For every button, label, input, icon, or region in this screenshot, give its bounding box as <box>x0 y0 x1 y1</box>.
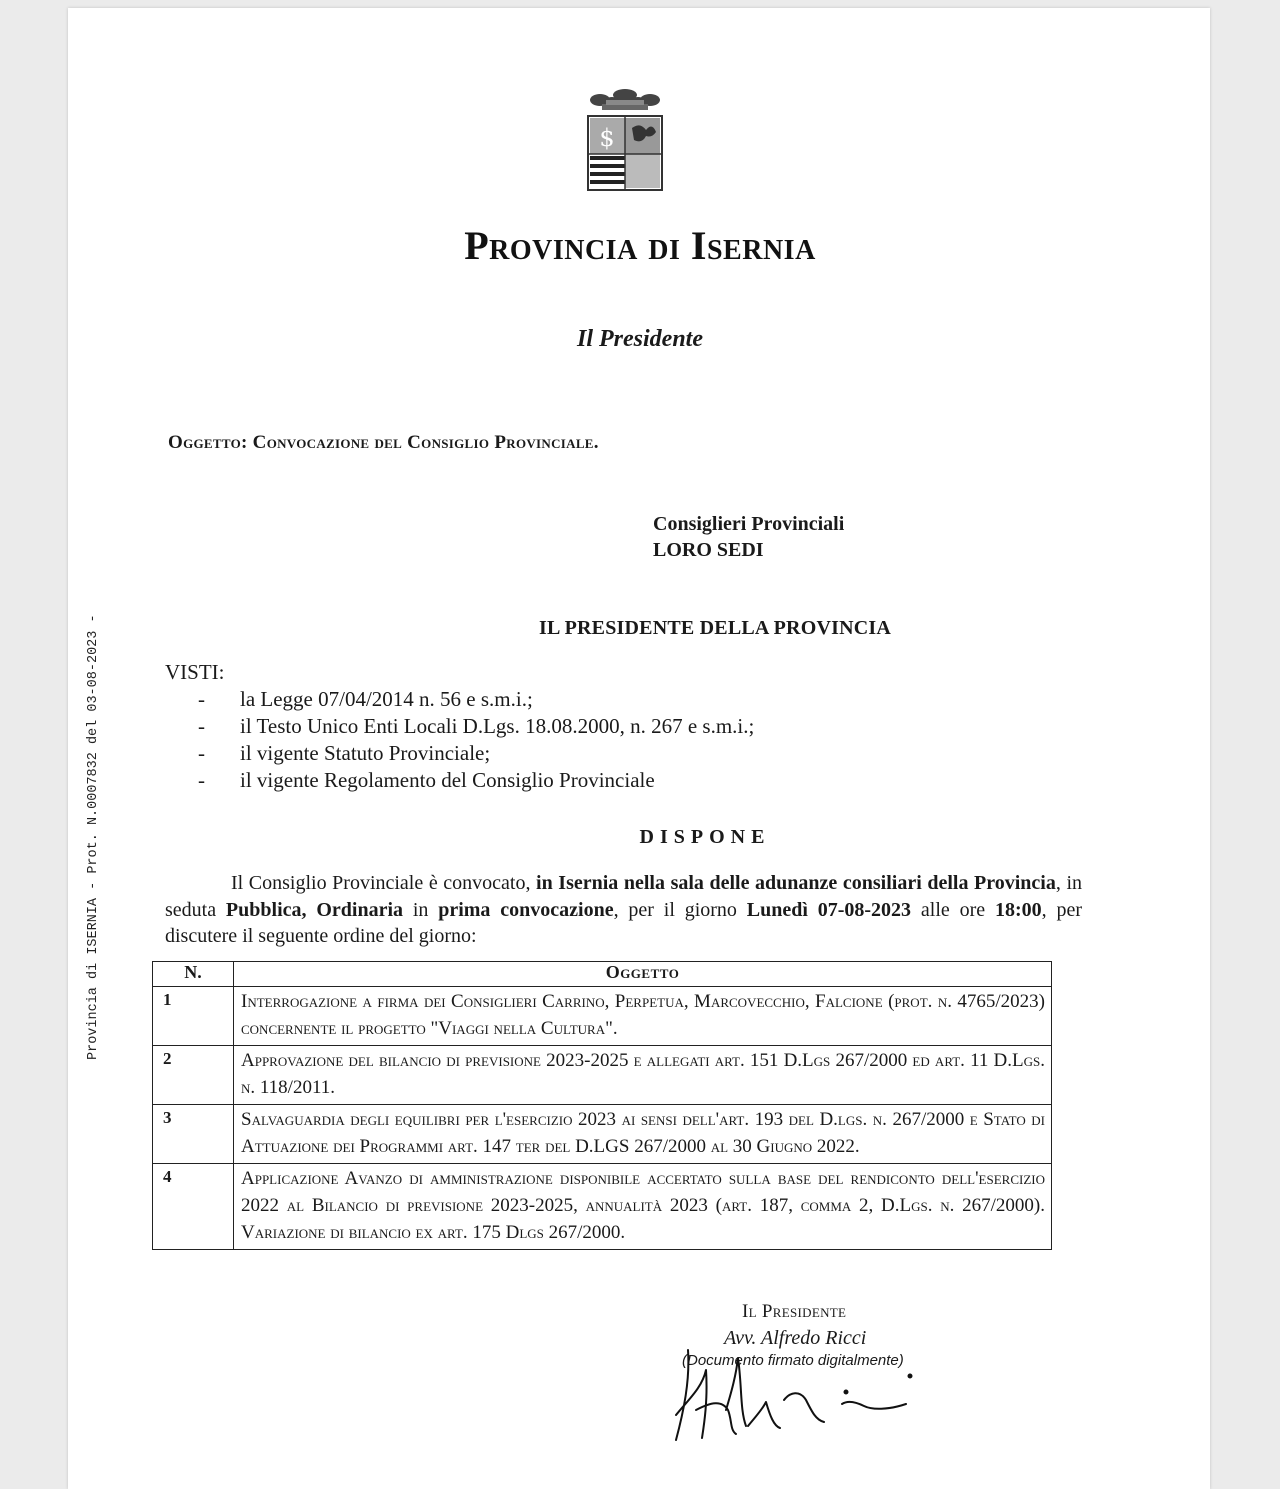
table-row <box>153 1164 1052 1250</box>
table-header-row <box>153 962 1052 987</box>
row-subject: Applicazione Avanzo di amministrazione disponibile accertato sulla base del rendiconto dell'esercizio 2022 al Bilancio di previsione 2023-2025, annualità 2023 (art. 187, comma 2, D.Lgs. n. 267/2000). Variazione di bilancio ex art. 175 Dlgs 267/2000. <box>234 1164 1052 1250</box>
table-row <box>153 987 1052 1046</box>
signature-name: Avv. Alfredo Ricci <box>724 1327 867 1349</box>
row-number: 3 <box>153 1105 234 1164</box>
table-row <box>153 1105 1052 1164</box>
svg-text:$: $ <box>599 124 615 152</box>
agenda-table <box>152 961 1052 1250</box>
row-number: 1 <box>153 987 234 1046</box>
page-title: Provincia di Isernia <box>464 223 816 268</box>
convocation-paragraph: Il Consiglio Provinciale è convocato, in Isernia nella sala delle adunanze consiliari della Provincia, in seduta Pubblica, Ordinaria in prima convocazione, per il giorno Lunedì 07-08-2023 alle ore 18:00, per discutere il seguente ordine del giorno: <box>165 872 1083 947</box>
dash-icon: - <box>198 714 205 738</box>
dispone-heading: DISPONE <box>639 826 771 848</box>
signature-note: (Documento firmato digitalmente) <box>682 1352 904 1369</box>
list-item: - il vigente Regolamento del Consiglio Provinciale <box>198 768 655 792</box>
column-header-subject: Oggetto <box>234 962 1052 987</box>
protocol-stamp: Provincia di ISERNIA - Prot. N.0007832 del 03-08-2023 - <box>86 614 101 1060</box>
list-item: - la Legge 07/04/2014 n. 56 e s.m.i.; <box>198 687 533 711</box>
handwritten-signature-icon <box>666 1330 926 1450</box>
signature-role: Il Presidente <box>742 1301 847 1322</box>
recipients-line: LORO SEDI <box>653 539 764 561</box>
visti-label: VISTI: <box>165 660 225 684</box>
list-item: - il Testo Unico Enti Locali D.Lgs. 18.08.2000, n. 267 e s.m.i.; <box>198 714 755 738</box>
list-item: - il vigente Statuto Provinciale; <box>198 741 491 765</box>
row-number: 4 <box>153 1164 234 1250</box>
dash-icon: - <box>198 741 205 765</box>
row-subject: Approvazione del bilancio di previsione 2023-2025 e allegati art. 151 D.Lgs 267/2000 ed art. 11 D.Lgs. n. 118/2011. <box>234 1046 1052 1105</box>
dash-icon: - <box>198 687 205 711</box>
row-subject: Interrogazione a firma dei Consiglieri Carrino, Perpetua, Marcovecchio, Falcione (prot. n. 4765/2023) concernente il progetto "Viaggi nella Cultura". <box>234 987 1052 1046</box>
section-heading: IL PRESIDENTE DELLA PROVINCIA <box>539 617 891 639</box>
subject-line: Oggetto: Convocazione del Consiglio Provinciale. <box>168 432 599 453</box>
recipients-block <box>653 511 844 563</box>
dash-icon: - <box>198 768 205 792</box>
province-crest-icon <box>584 86 666 194</box>
row-number: 2 <box>153 1046 234 1105</box>
row-subject: Salvaguardia degli equilibri per l'esercizio 2023 ai sensi dell'art. 193 del D.lgs. n. 267/2000 e Stato di Attuazione dei Programmi art. 147 ter del D.LGS 267/2000 al 30 Giugno 2022. <box>234 1105 1052 1164</box>
table-row <box>153 1046 1052 1105</box>
visti-list <box>198 686 754 794</box>
page-subtitle: Il Presidente <box>577 326 703 352</box>
recipients-line: Consiglieri Provinciali <box>653 513 845 535</box>
column-header-number: N. <box>153 962 234 987</box>
